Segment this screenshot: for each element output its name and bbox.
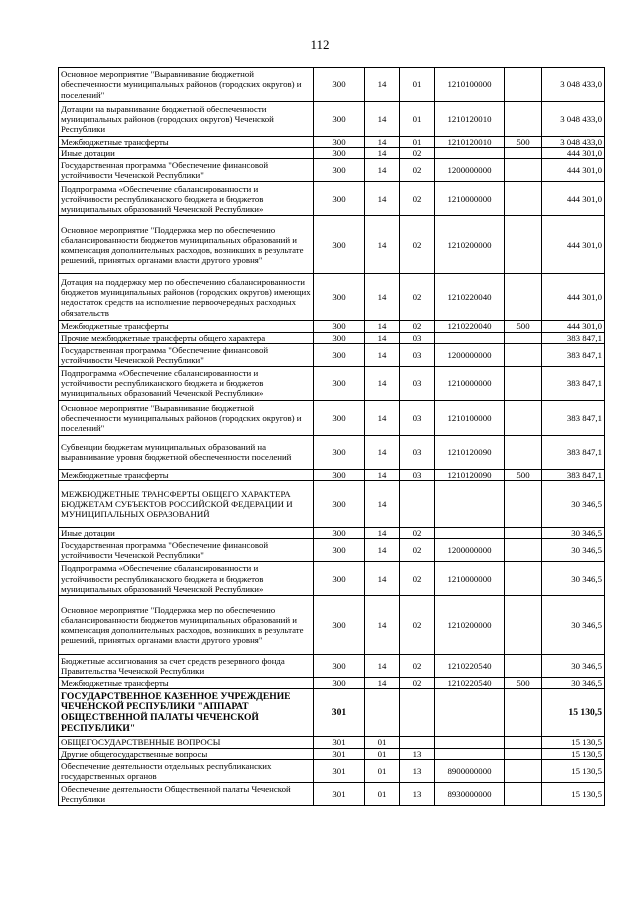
amount: 3 048 433,0 [542, 68, 605, 102]
table-row [59, 216, 605, 274]
grbs-code: 301 [314, 759, 365, 782]
subsection-code: 02 [400, 596, 435, 655]
table-row [59, 343, 605, 366]
amount: 383 847,1 [542, 343, 605, 366]
grbs-code: 300 [314, 159, 365, 182]
subsection-code: 03 [400, 332, 435, 343]
section-code: 14 [365, 148, 400, 159]
target-article-code [435, 332, 505, 343]
target-article-code: 1210100000 [435, 68, 505, 102]
section-code: 14 [365, 469, 400, 480]
grbs-code: 300 [314, 137, 365, 148]
target-article-code [435, 748, 505, 759]
amount: 444 301,0 [542, 148, 605, 159]
section-code: 14 [365, 274, 400, 321]
row-name: Межбюджетные трансферты [59, 678, 314, 689]
subsection-code: 01 [400, 102, 435, 137]
row-name: Обеспечение деятельности отдельных республиканских государственных органов [59, 759, 314, 782]
section-code: 01 [365, 759, 400, 782]
subsection-code: 01 [400, 68, 435, 102]
row-name: Межбюджетные трансферты [59, 321, 314, 332]
expense-type-code [505, 737, 542, 748]
grbs-code: 301 [314, 782, 365, 805]
amount: 383 847,1 [542, 332, 605, 343]
grbs-code: 300 [314, 400, 365, 435]
amount: 30 346,5 [542, 596, 605, 655]
page-number: 112 [310, 37, 330, 52]
target-article-code [435, 528, 505, 539]
section-code: 01 [365, 782, 400, 805]
section-code: 14 [365, 596, 400, 655]
amount: 383 847,1 [542, 400, 605, 435]
row-name: Обеспечение деятельности Общественной палаты Чеченской Республики [59, 782, 314, 805]
section-code: 14 [365, 528, 400, 539]
amount: 444 301,0 [542, 182, 605, 216]
subsection-code: 02 [400, 182, 435, 216]
row-name: Основное мероприятие "Поддержка мер по обеспечению сбалансированности бюджетов муниципальных образований и компенсация дополнительных расходов, возникших в результате решений, принятых органами власти другого уровня" [59, 596, 314, 655]
row-name: Подпрограмма «Обеспечение сбалансированности и устойчивости республиканского бюджета и бюджетов муниципальных образований Чеченской Республики» [59, 182, 314, 216]
section-code: 14 [365, 137, 400, 148]
amount: 15 130,5 [542, 782, 605, 805]
section-code: 14 [365, 481, 400, 528]
section-code: 01 [365, 737, 400, 748]
amount: 30 346,5 [542, 539, 605, 562]
grbs-code: 300 [314, 562, 365, 596]
grbs-code: 300 [314, 596, 365, 655]
grbs-code: 300 [314, 216, 365, 274]
subsection-code: 03 [400, 366, 435, 400]
subsection-code: 03 [400, 343, 435, 366]
amount: 15 130,5 [542, 759, 605, 782]
row-name: Бюджетные ассигнования за счет средств резервного фонда Правительства Чеченской Республики [59, 655, 314, 678]
table-row [59, 321, 605, 332]
subsection-code: 13 [400, 748, 435, 759]
section-code: 14 [365, 655, 400, 678]
section-code: 14 [365, 182, 400, 216]
target-article-code: 1210220040 [435, 321, 505, 332]
subsection-code: 03 [400, 400, 435, 435]
table-row [59, 102, 605, 137]
grbs-code: 300 [314, 655, 365, 678]
table-row [59, 274, 605, 321]
target-article-code [435, 148, 505, 159]
grbs-code: 300 [314, 481, 365, 528]
row-name: МЕЖБЮДЖЕТНЫЕ ТРАНСФЕРТЫ ОБЩЕГО ХАРАКТЕРА БЮДЖЕТАМ СУБЪЕКТОВ РОССИЙСКОЙ ФЕДЕРАЦИИ И МУНИЦИПАЛЬНЫХ ОБРАЗОВАНИЙ [59, 481, 314, 528]
row-name: Субвенции бюджетам муниципальных образований на выравнивание уровня бюджетной обеспеченности поселений [59, 435, 314, 469]
subsection-code: 13 [400, 759, 435, 782]
target-article-code: 8930000000 [435, 782, 505, 805]
section-code: 14 [365, 435, 400, 469]
section-code: 14 [365, 366, 400, 400]
target-article-code: 1210000000 [435, 182, 505, 216]
target-article-code: 1210200000 [435, 216, 505, 274]
subsection-code: 02 [400, 678, 435, 689]
section-code: 01 [365, 748, 400, 759]
grbs-code: 300 [314, 539, 365, 562]
subsection-code: 02 [400, 274, 435, 321]
target-article-code: 1210000000 [435, 366, 505, 400]
expense-type-code [505, 689, 542, 737]
grbs-code: 300 [314, 68, 365, 102]
expense-type-code [505, 481, 542, 528]
amount: 444 301,0 [542, 159, 605, 182]
amount: 383 847,1 [542, 469, 605, 480]
table-row [59, 400, 605, 435]
expense-type-code [505, 435, 542, 469]
target-article-code: 1210120010 [435, 137, 505, 148]
expense-type-code [505, 596, 542, 655]
grbs-code: 300 [314, 528, 365, 539]
expense-type-code: 500 [505, 321, 542, 332]
grbs-code: 301 [314, 689, 365, 737]
grbs-code: 300 [314, 102, 365, 137]
table-row [59, 689, 605, 737]
amount: 3 048 433,0 [542, 137, 605, 148]
table-row [59, 759, 605, 782]
expense-type-code [505, 68, 542, 102]
section-code [365, 689, 400, 737]
target-article-code: 1210100000 [435, 400, 505, 435]
subsection-code: 01 [400, 137, 435, 148]
expense-type-code [505, 782, 542, 805]
table-row [59, 782, 605, 805]
expense-type-code [505, 332, 542, 343]
amount: 444 301,0 [542, 216, 605, 274]
target-article-code: 8900000000 [435, 759, 505, 782]
expense-type-code [505, 159, 542, 182]
target-article-code: 1200000000 [435, 343, 505, 366]
grbs-code: 300 [314, 435, 365, 469]
section-code: 14 [365, 343, 400, 366]
table-row [59, 68, 605, 102]
section-code: 14 [365, 159, 400, 182]
subsection-code: 02 [400, 539, 435, 562]
subsection-code [400, 481, 435, 528]
section-code: 14 [365, 102, 400, 137]
amount: 30 346,5 [542, 528, 605, 539]
table-row [59, 182, 605, 216]
section-code: 14 [365, 332, 400, 343]
amount: 15 130,5 [542, 737, 605, 748]
row-name: ОБЩЕГОСУДАРСТВЕННЫЕ ВОПРОСЫ [59, 737, 314, 748]
expense-type-code [505, 182, 542, 216]
target-article-code: 1210220540 [435, 678, 505, 689]
subsection-code: 02 [400, 528, 435, 539]
subsection-code [400, 737, 435, 748]
target-article-code [435, 689, 505, 737]
row-name: Государственная программа "Обеспечение финансовой устойчивости Чеченской Республики" [59, 159, 314, 182]
target-article-code: 1210120090 [435, 469, 505, 480]
expense-type-code: 500 [505, 137, 542, 148]
row-name: Межбюджетные трансферты [59, 469, 314, 480]
expense-type-code: 500 [505, 678, 542, 689]
section-code: 14 [365, 216, 400, 274]
expense-type-code [505, 528, 542, 539]
grbs-code: 300 [314, 332, 365, 343]
row-name: Иные дотации [59, 148, 314, 159]
row-name: ГОСУДАРСТВЕННОЕ КАЗЕННОЕ УЧРЕЖДЕНИЕ ЧЕЧЕНСКОЙ РЕСПУБЛИКИ "АППАРАТ ОБЩЕСТВЕННОЙ ПАЛАТЫ ЧЕЧЕНСКОЙ РЕСПУБЛИКИ" [59, 689, 314, 737]
table-row [59, 528, 605, 539]
row-name: Государственная программа "Обеспечение финансовой устойчивости Чеченской Республики" [59, 539, 314, 562]
amount: 30 346,5 [542, 678, 605, 689]
table-row [59, 481, 605, 528]
amount: 383 847,1 [542, 435, 605, 469]
expense-type-code [505, 400, 542, 435]
subsection-code: 02 [400, 562, 435, 596]
expense-type-code [505, 562, 542, 596]
expense-type-code [505, 655, 542, 678]
subsection-code: 03 [400, 435, 435, 469]
table-row [59, 655, 605, 678]
row-name: Межбюджетные трансферты [59, 137, 314, 148]
table-row [59, 469, 605, 480]
table-row [59, 159, 605, 182]
section-code: 14 [365, 562, 400, 596]
expense-type-code [505, 274, 542, 321]
expense-type-code: 500 [505, 469, 542, 480]
subsection-code [400, 689, 435, 737]
row-name: Другие общегосударственные вопросы [59, 748, 314, 759]
section-code: 14 [365, 678, 400, 689]
target-article-code: 1210220540 [435, 655, 505, 678]
row-name: Подпрограмма «Обеспечение сбалансированности и устойчивости республиканского бюджета и бюджетов муниципальных образований Чеченской Республики» [59, 562, 314, 596]
grbs-code: 300 [314, 321, 365, 332]
section-code: 14 [365, 539, 400, 562]
section-code: 14 [365, 68, 400, 102]
section-code: 14 [365, 400, 400, 435]
grbs-code: 301 [314, 737, 365, 748]
table-row [59, 596, 605, 655]
row-name: Иные дотации [59, 528, 314, 539]
expense-type-code [505, 148, 542, 159]
subsection-code: 02 [400, 148, 435, 159]
row-name: Государственная программа "Обеспечение финансовой устойчивости Чеченской Республики" [59, 343, 314, 366]
grbs-code: 300 [314, 274, 365, 321]
expense-type-code [505, 748, 542, 759]
row-name: Основное мероприятие "Поддержка мер по обеспечению сбалансированности бюджетов муниципальных образований и компенсация дополнительных расходов, возникших в результате решений, принятых органами власти другого уровня" [59, 216, 314, 274]
subsection-code: 03 [400, 469, 435, 480]
table-row [59, 148, 605, 159]
amount: 444 301,0 [542, 321, 605, 332]
target-article-code [435, 737, 505, 748]
row-name: Подпрограмма «Обеспечение сбалансированности и устойчивости республиканского бюджета и бюджетов муниципальных образований Чеченской Республики» [59, 366, 314, 400]
grbs-code: 300 [314, 182, 365, 216]
row-name: Основное мероприятие "Выравнивание бюджетной обеспеченности муниципальных районов (городских округов) и поселений" [59, 400, 314, 435]
target-article-code [435, 481, 505, 528]
grbs-code: 300 [314, 469, 365, 480]
grbs-code: 300 [314, 366, 365, 400]
table-row [59, 748, 605, 759]
row-name: Основное мероприятие "Выравнивание бюджетной обеспеченности муниципальных районов (городских округов) и поселений" [59, 68, 314, 102]
subsection-code: 02 [400, 655, 435, 678]
row-name: Дотация на поддержку мер по обеспечению сбалансированности бюджетов муниципальных районов (городских округов) имеющих недостаток средств на исполнение первоочередных расходных обязательств [59, 274, 314, 321]
row-name: Дотации на выравнивание бюджетной обеспеченности муниципальных районов (городских округов) Чеченской Республики [59, 102, 314, 137]
subsection-code: 02 [400, 321, 435, 332]
target-article-code: 1210120010 [435, 102, 505, 137]
table-row [59, 539, 605, 562]
target-article-code: 1210000000 [435, 562, 505, 596]
expense-type-code [505, 539, 542, 562]
table-row [59, 435, 605, 469]
expense-type-code [505, 216, 542, 274]
table-row [59, 137, 605, 148]
target-article-code: 1210120090 [435, 435, 505, 469]
target-article-code: 1200000000 [435, 539, 505, 562]
grbs-code: 300 [314, 678, 365, 689]
amount: 30 346,5 [542, 655, 605, 678]
amount: 15 130,5 [542, 748, 605, 759]
target-article-code: 1200000000 [435, 159, 505, 182]
expense-type-code [505, 759, 542, 782]
row-name: Прочие межбюджетные трансферты общего характера [59, 332, 314, 343]
target-article-code: 1210220040 [435, 274, 505, 321]
expense-type-code [505, 343, 542, 366]
amount: 30 346,5 [542, 562, 605, 596]
target-article-code: 1210200000 [435, 596, 505, 655]
expense-type-code [505, 366, 542, 400]
amount: 383 847,1 [542, 366, 605, 400]
table-row [59, 737, 605, 748]
amount: 444 301,0 [542, 274, 605, 321]
table-row [59, 562, 605, 596]
subsection-code: 13 [400, 782, 435, 805]
amount: 3 048 433,0 [542, 102, 605, 137]
table-row [59, 366, 605, 400]
amount: 15 130,5 [542, 689, 605, 737]
grbs-code: 300 [314, 343, 365, 366]
subsection-code: 02 [400, 216, 435, 274]
grbs-code: 301 [314, 748, 365, 759]
table-row [59, 678, 605, 689]
section-code: 14 [365, 321, 400, 332]
budget-table [58, 67, 605, 806]
grbs-code: 300 [314, 148, 365, 159]
table-row [59, 332, 605, 343]
amount: 30 346,5 [542, 481, 605, 528]
expense-type-code [505, 102, 542, 137]
subsection-code: 02 [400, 159, 435, 182]
